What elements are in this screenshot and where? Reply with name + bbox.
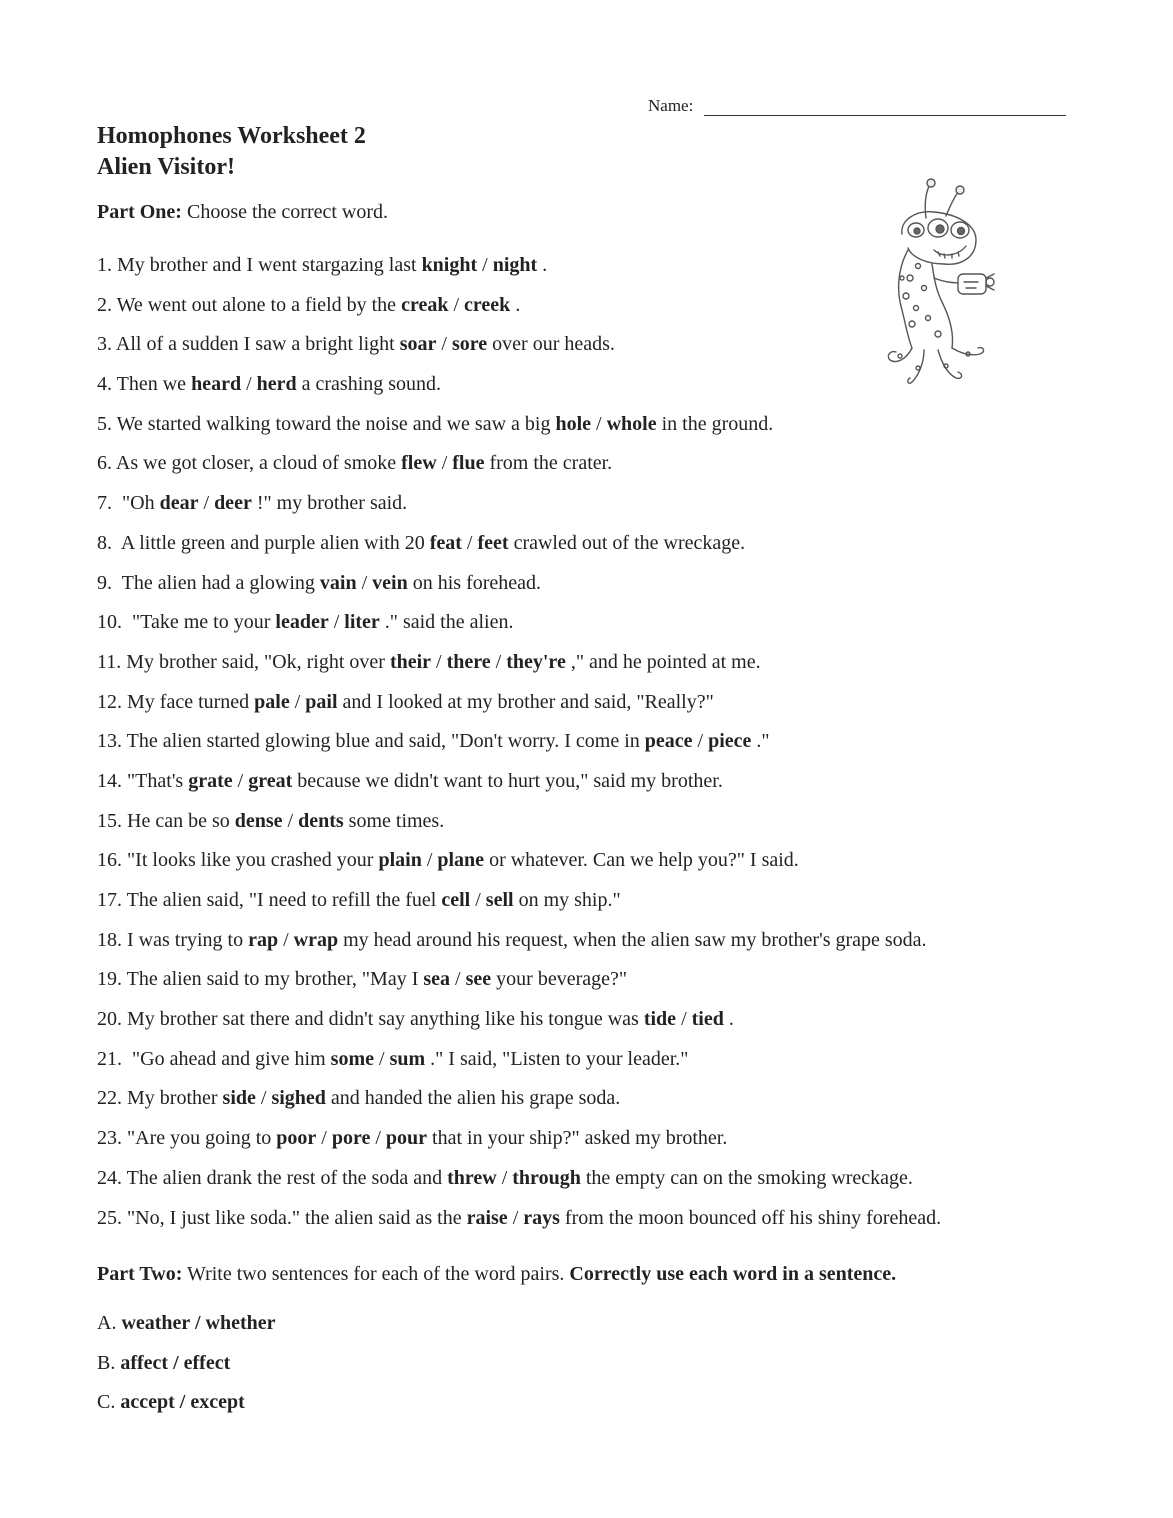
question-number: 6. xyxy=(97,452,112,475)
word-choice[interactable]: vein xyxy=(372,571,408,594)
word-choice[interactable]: piece xyxy=(708,730,752,753)
word-choice[interactable]: wrap xyxy=(293,928,339,951)
question-text: "Go ahead and give him xyxy=(122,1047,331,1070)
question-item xyxy=(97,966,941,1006)
part-two-emphasis: Correctly use each word in a sentence. xyxy=(569,1263,897,1285)
question-text: He can be so xyxy=(122,809,235,832)
question-text: . xyxy=(723,1008,734,1031)
question-number: 20. xyxy=(97,1008,122,1031)
word-choice[interactable]: their xyxy=(389,650,432,673)
word-choice[interactable]: tide xyxy=(643,1008,677,1031)
question-text: in the ground. xyxy=(656,412,774,435)
question-item xyxy=(97,570,941,610)
question-number: 15. xyxy=(97,809,122,832)
question-number: 12. xyxy=(97,690,122,713)
part-one-label: Part One: xyxy=(97,201,182,223)
word-choice[interactable]: leader xyxy=(275,611,329,634)
question-text: "No, I just like soda." the alien said as the xyxy=(122,1206,467,1229)
word-pair: weather / whether xyxy=(121,1312,276,1334)
word-choice[interactable]: herd xyxy=(256,373,297,396)
word-choice[interactable]: through xyxy=(512,1166,581,1189)
question-item xyxy=(97,1085,941,1125)
question-text: / xyxy=(316,1127,332,1150)
question-text: and I looked at my brother and said, "Really?" xyxy=(337,690,714,713)
question-text: my head around his request, when the alien saw my brother's grape soda. xyxy=(338,928,927,951)
word-pair-letter: A. xyxy=(97,1312,117,1334)
question-text: / xyxy=(328,611,345,634)
word-choice[interactable]: soar xyxy=(399,333,437,356)
question-text: / xyxy=(461,531,478,554)
word-pair: accept / except xyxy=(120,1391,245,1413)
question-text: The alien said to my brother, "May I xyxy=(122,968,424,991)
question-text: . xyxy=(510,293,521,316)
word-choice[interactable]: deer xyxy=(214,492,252,515)
question-text: on his forehead. xyxy=(407,571,542,594)
question-number: 17. xyxy=(97,889,122,911)
question-text: that in your ship?" asked my brother. xyxy=(427,1127,728,1150)
question-text: crawled out of the wreckage. xyxy=(508,531,746,554)
question-text: "It looks like you crashed your xyxy=(122,849,379,872)
question-number: 11. xyxy=(97,650,122,673)
word-pair-letter: B. xyxy=(97,1351,116,1374)
question-item xyxy=(97,1046,941,1086)
word-choice[interactable]: dense xyxy=(234,809,283,832)
question-number: 25. xyxy=(97,1206,122,1229)
question-item xyxy=(97,927,941,967)
question-text: your beverage?" xyxy=(491,968,628,991)
question-item xyxy=(97,252,941,292)
word-choice[interactable]: grate xyxy=(188,769,233,792)
question-text: and handed the alien his grape soda. xyxy=(325,1087,621,1110)
question-number: 8. xyxy=(97,531,112,554)
name-label: Name: xyxy=(648,96,694,115)
word-choice[interactable]: pore xyxy=(331,1127,371,1150)
word-choice[interactable]: poor xyxy=(276,1127,317,1150)
question-text: The alien drank the rest of the soda and xyxy=(122,1166,448,1189)
question-text: / xyxy=(490,650,507,673)
worksheet-subtitle: Alien Visitor! xyxy=(97,154,235,180)
question-item xyxy=(97,808,941,848)
question-item xyxy=(97,728,941,768)
part-two-instructions: Write two sentences for each of the word pairs. xyxy=(187,1263,565,1285)
question-item xyxy=(97,887,941,927)
question-number: 22. xyxy=(97,1087,122,1110)
question-text: / xyxy=(450,968,466,991)
word-choice[interactable]: they're xyxy=(506,650,566,673)
word-choice[interactable]: rays xyxy=(523,1206,560,1229)
question-number: 2. xyxy=(97,293,112,316)
question-text: / xyxy=(370,1127,386,1150)
word-pair-item xyxy=(97,1350,276,1390)
question-text: / xyxy=(232,769,249,792)
question-item xyxy=(97,411,941,451)
question-item xyxy=(97,331,941,371)
question-text: / xyxy=(477,254,493,276)
question-text: ." said the alien. xyxy=(379,611,514,634)
question-text: / xyxy=(241,373,257,396)
question-text: "That's xyxy=(122,769,189,792)
question-text: / xyxy=(198,492,215,515)
question-text: We started walking toward the noise and we saw a big xyxy=(112,412,556,435)
question-number: 5. xyxy=(97,412,112,435)
question-item xyxy=(97,609,941,649)
question-text: My brother and I went stargazing last xyxy=(112,254,422,276)
question-text: My brother xyxy=(122,1087,223,1110)
worksheet-title: Homophones Worksheet 2 xyxy=(97,123,366,149)
question-item xyxy=(97,1006,941,1046)
word-choice[interactable]: vain xyxy=(319,571,357,594)
question-number: 13. xyxy=(97,730,122,753)
question-text: / xyxy=(692,730,709,753)
question-item xyxy=(97,371,941,411)
word-choice[interactable]: sea xyxy=(423,968,451,991)
question-text: over our heads. xyxy=(487,333,615,356)
word-choice[interactable]: there xyxy=(446,650,491,673)
question-text: My face turned xyxy=(122,690,255,713)
question-text: As we got closer, a cloud of smoke xyxy=(112,452,402,475)
question-text: / xyxy=(448,293,465,316)
question-text: / xyxy=(356,571,373,594)
part-two-heading xyxy=(97,1262,896,1286)
question-text: "Take me to your xyxy=(122,611,276,634)
word-pair-list xyxy=(97,1310,276,1429)
question-text: !" my brother said. xyxy=(251,492,408,515)
question-text: "Are you going to xyxy=(122,1127,277,1150)
question-text: / xyxy=(496,1166,513,1189)
question-text: / xyxy=(470,889,486,911)
question-item xyxy=(97,768,941,808)
question-text: ." I said, "Listen to your leader." xyxy=(425,1047,689,1070)
word-choice[interactable]: pale xyxy=(254,690,290,713)
question-text: / xyxy=(421,849,438,872)
question-text: The alien said, "I need to refill the fuel xyxy=(122,889,442,911)
question-text: . xyxy=(537,254,548,276)
question-text: We went out alone to a field by the xyxy=(112,293,402,316)
question-text: / xyxy=(436,452,453,475)
part-two-label: Part Two: xyxy=(97,1263,183,1285)
part-one-heading xyxy=(97,200,388,224)
question-text: from the moon bounced off his shiny forehead. xyxy=(559,1206,942,1229)
question-text: / xyxy=(282,809,299,832)
question-list xyxy=(97,252,941,1244)
question-text: "Oh xyxy=(112,492,160,515)
question-number: 4. xyxy=(97,373,112,396)
word-choice[interactable]: dents xyxy=(298,809,344,832)
question-item xyxy=(97,1125,941,1165)
name-blank-line[interactable] xyxy=(704,99,1066,116)
question-item xyxy=(97,847,941,887)
word-choice[interactable]: hole xyxy=(555,412,592,435)
word-choice[interactable]: night xyxy=(492,254,538,276)
part-one-instructions: Choose the correct word. xyxy=(186,201,389,223)
word-choice[interactable]: knight xyxy=(421,254,478,276)
question-text: My brother said, "Ok, right over xyxy=(121,650,390,673)
word-choice[interactable]: peace xyxy=(644,730,693,753)
question-text: ," and he pointed at me. xyxy=(565,650,761,673)
word-choice[interactable]: plain xyxy=(378,849,422,872)
name-field xyxy=(648,96,1066,116)
word-choice[interactable]: flue xyxy=(452,452,485,475)
question-item xyxy=(97,649,941,689)
word-choice[interactable]: sighed xyxy=(271,1087,326,1110)
question-text: because we didn't want to hurt you," said my brother. xyxy=(292,769,723,792)
word-choice[interactable]: creek xyxy=(464,293,511,316)
word-choice[interactable]: raise xyxy=(466,1206,508,1229)
question-text: / xyxy=(591,412,607,435)
question-number: 19. xyxy=(97,968,122,991)
word-choice[interactable]: threw xyxy=(447,1166,497,1189)
question-text: a crashing sound. xyxy=(296,373,442,396)
question-text: the empty can on the smoking wreckage. xyxy=(580,1166,913,1189)
question-text: The alien started glowing blue and said, "Don't worry. I come in xyxy=(122,730,645,753)
question-text: on my ship." xyxy=(513,889,621,911)
word-pair-item xyxy=(97,1389,276,1429)
question-text: or whatever. Can we help you?" I said. xyxy=(484,849,799,872)
question-text: / xyxy=(436,333,452,356)
question-text: / xyxy=(255,1087,272,1110)
question-number: 24. xyxy=(97,1166,122,1189)
word-choice[interactable]: pour xyxy=(385,1127,428,1150)
word-choice[interactable]: feat xyxy=(429,531,462,554)
word-choice[interactable]: great xyxy=(248,769,293,792)
question-text: A little green and purple alien with 20 xyxy=(112,531,430,554)
question-text: / xyxy=(374,1047,390,1070)
question-text: / xyxy=(431,650,447,673)
word-choice[interactable]: tied xyxy=(691,1008,724,1031)
word-choice[interactable]: rap xyxy=(248,928,279,951)
question-item xyxy=(97,1165,941,1205)
question-text: some times. xyxy=(343,809,445,832)
question-number: 21. xyxy=(97,1047,122,1070)
word-pair-letter: C. xyxy=(97,1391,116,1413)
question-text: Then we xyxy=(112,373,192,396)
word-choice[interactable]: sell xyxy=(485,889,514,911)
question-number: 18. xyxy=(97,928,122,951)
question-text: The alien had a glowing xyxy=(112,571,320,594)
word-pair-item xyxy=(97,1310,276,1350)
word-choice[interactable]: liter xyxy=(344,611,380,634)
word-choice[interactable]: flew xyxy=(401,452,437,475)
question-number: 16. xyxy=(97,849,122,872)
word-choice[interactable]: cell xyxy=(441,889,471,911)
word-choice[interactable]: pail xyxy=(305,690,338,713)
question-number: 23. xyxy=(97,1127,122,1150)
question-item xyxy=(97,530,941,570)
question-item xyxy=(97,689,941,729)
question-number: 14. xyxy=(97,769,122,792)
word-choice[interactable]: feet xyxy=(477,531,509,554)
question-item xyxy=(97,450,941,490)
question-number: 7. xyxy=(97,492,112,515)
question-text: / xyxy=(507,1206,524,1229)
word-choice[interactable]: plane xyxy=(437,849,485,872)
word-choice[interactable]: dear xyxy=(159,492,199,515)
question-text: / xyxy=(676,1008,692,1031)
question-text: / xyxy=(278,928,294,951)
word-choice[interactable]: whole xyxy=(606,412,657,435)
question-text: from the crater. xyxy=(484,452,613,475)
question-item xyxy=(97,1205,941,1245)
question-number: 3. xyxy=(97,333,112,356)
question-text: / xyxy=(289,690,306,713)
question-number: 1. xyxy=(97,254,112,276)
question-number: 9. xyxy=(97,571,112,594)
word-choice[interactable]: creak xyxy=(401,293,449,316)
question-number: 10. xyxy=(97,611,122,634)
question-item xyxy=(97,292,941,332)
word-choice[interactable]: sum xyxy=(389,1047,426,1070)
question-text: I was trying to xyxy=(122,928,249,951)
question-text: ." xyxy=(751,730,770,753)
word-choice[interactable]: see xyxy=(465,968,492,991)
word-choice[interactable]: some xyxy=(330,1047,374,1070)
word-choice[interactable]: side xyxy=(222,1087,256,1110)
question-item xyxy=(97,490,941,530)
word-choice[interactable]: sore xyxy=(451,333,488,356)
question-text: All of a sudden I saw a bright light xyxy=(112,333,400,356)
question-text: My brother sat there and didn't say anything like his tongue was xyxy=(122,1008,644,1031)
word-choice[interactable]: heard xyxy=(191,373,242,396)
word-pair: affect / effect xyxy=(120,1351,231,1374)
